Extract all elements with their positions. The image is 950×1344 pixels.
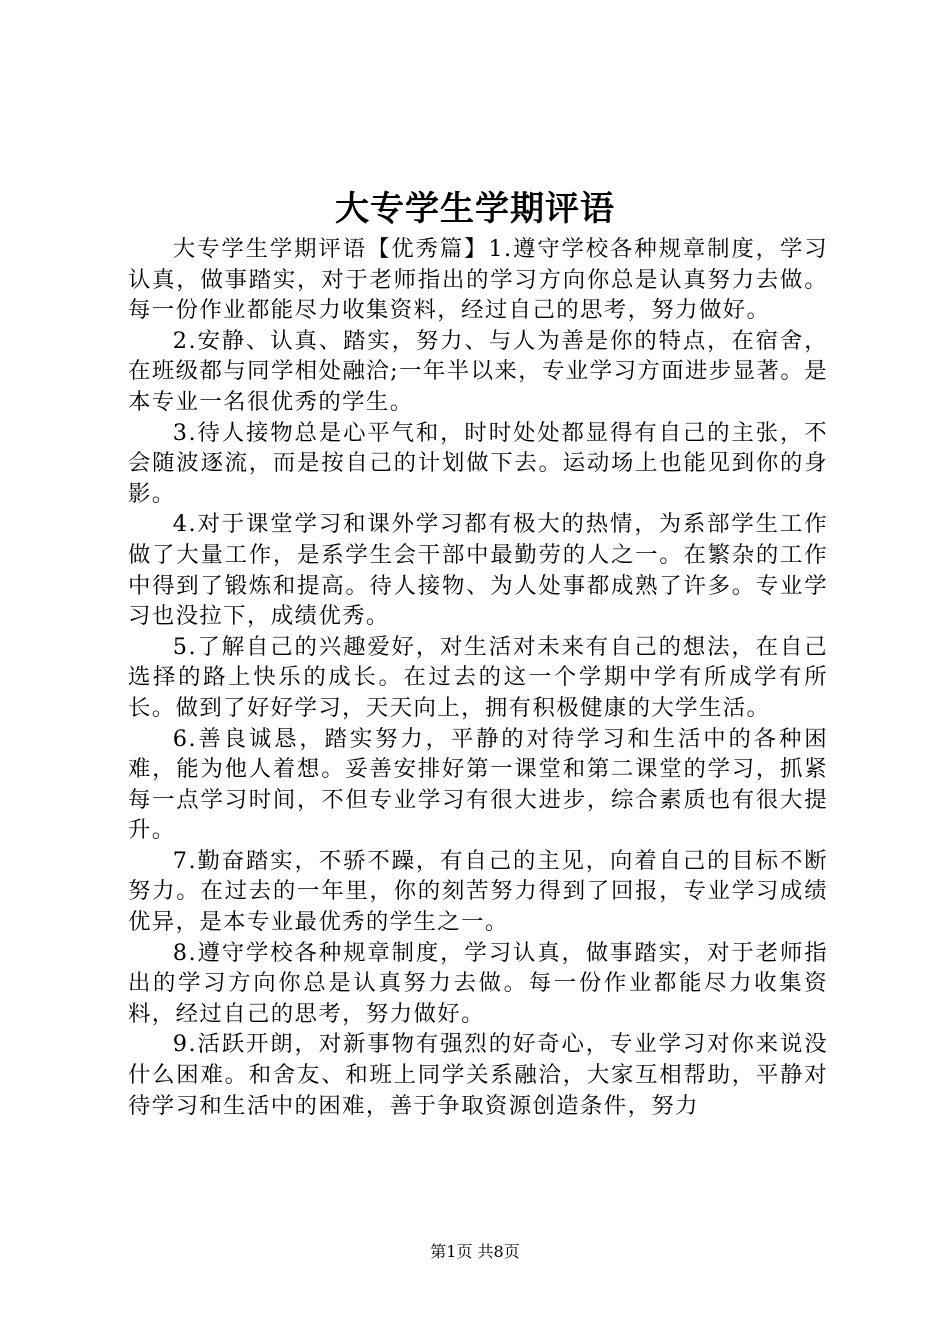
page-footer: 第1页 共8页 <box>430 1242 520 1261</box>
paragraph: 6.善良诚恳，踏实努力，平静的对待学习和生活中的各种困难，能为他人着想。妥善安排好第一课堂和第二课堂的学习，抓紧每一点学习时间，不但专业学习有很大进步，综合素质也有很大提升。 <box>128 725 828 844</box>
paragraph: 大专学生学期评语【优秀篇】1.遵守学校各种规章制度，学习认真，做事踏实，对于老师指出的学习方向你总是认真努力去做。每一份作业都能尽力收集资料，经过自己的思考，努力做好。 <box>128 236 828 324</box>
paragraph: 9.活跃开朗，对新事物有强烈的好奇心，专业学习对你来说没什么困难。和舍友、和班上同学关系融洽，大家互相帮助，平静对待学习和生活中的困难，善于争取资源创造条件，努力 <box>128 1031 828 1119</box>
document-body <box>128 234 828 1121</box>
paragraph: 4.对于课堂学习和课外学习都有极大的热情，为系部学生工作做了大量工作，是系学生会干部中最勤劳的人之一。在繁杂的工作中得到了锻炼和提高。待人接物、为人处事都成熟了许多。专业学习也没拉下，成绩优秀。 <box>128 511 828 630</box>
paragraph: 8.遵守学校各种规章制度，学习认真，做事踏实，对于老师指出的学习方向你总是认真努力去做。每一份作业都能尽力收集资料，经过自己的思考，努力做好。 <box>128 939 828 1027</box>
paragraph: 2.安静、认真、踏实，努力、与人为善是你的特点，在宿舍，在班级都与同学相处融洽;一年半以来，专业学习方面进步显著。是本专业一名很优秀的学生。 <box>128 327 828 415</box>
document-title: 大专学生学期评语 <box>335 189 615 229</box>
paragraph: 7.勤奋踏实，不骄不躁，有自己的主见，向着自己的目标不断努力。在过去的一年里，你的刻苦努力得到了回报，专业学习成绩优异，是本专业最优秀的学生之一。 <box>128 847 828 936</box>
paragraph: 5.了解自己的兴趣爱好，对生活对未来有自己的想法，在自己选择的路上快乐的成长。在过去的这一个学期中学有所成学有所长。做到了好好学习，天天向上，拥有积极健康的大学生活。 <box>128 633 828 721</box>
paragraph: 3.待人接物总是心平气和，时时处处都显得有自己的主张，不会随波逐流，而是按自己的计划做下去。运动场上也能见到你的身影。 <box>128 419 828 507</box>
